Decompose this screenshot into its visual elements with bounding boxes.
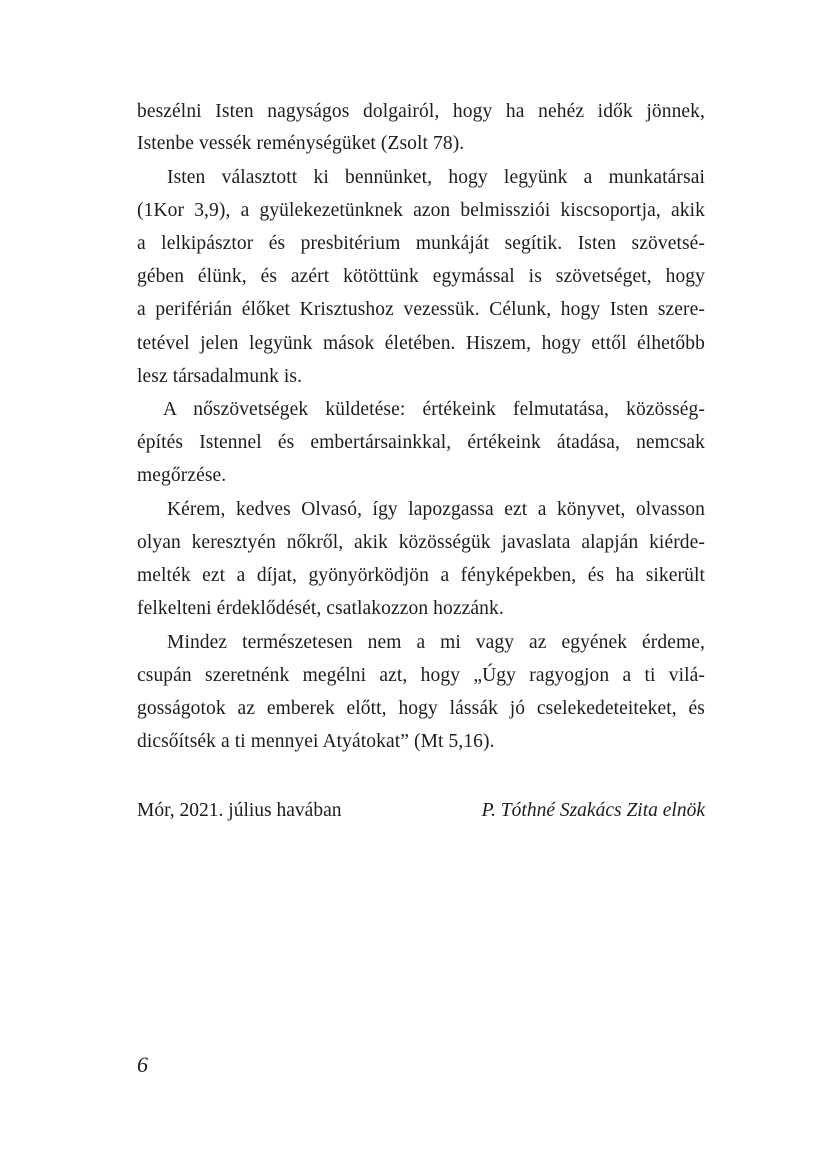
- paragraph-5-line-1: Mindez természetesen nem a mi vagy az egyének érdeme,: [167, 632, 705, 653]
- paragraph-4-line-1: Kérem, kedves Olvasó, így lapozgassa ezt a könyvet, olvasson: [167, 499, 705, 520]
- paragraph-2-line-6: tetével jelen legyünk mások életében. Hiszem, hogy ettől élhetőbb: [137, 333, 705, 354]
- paragraph-3-line-1: A nőszövetségek küldetése: értékeink felmutatása, közösség-: [163, 399, 705, 420]
- place-and-date: Mór, 2021. július havában: [137, 800, 342, 821]
- paragraph-1-line-1: beszélni Isten nagyságos dolgairól, hogy ha nehéz idők jönnek,: [137, 101, 705, 122]
- paragraph-4-line-2: olyan keresztyén nőkről, akik közösségük javaslata alapján kiérde-: [137, 532, 705, 553]
- paragraph-3-line-2: építés Istennel és embertársainkkal, értékeink átadása, nemcsak: [137, 432, 705, 453]
- paragraph-5-line-2: csupán szeretnénk megélni azt, hogy „Úgy ragyogjon a ti vilá-: [137, 665, 705, 686]
- paragraph-2-line-5: a periférián élőket Krisztushoz vezessük. Célunk, hogy Isten szere-: [137, 299, 705, 320]
- page-number: 6: [137, 1052, 148, 1077]
- signature: P. Tóthné Szakács Zita elnök: [481, 800, 705, 821]
- paragraph-5-line-4: dicsőítsék a ti mennyei Atyátokat” (Mt 5,16).: [137, 731, 495, 752]
- paragraph-5-line-3: gosságotok az emberek előtt, hogy lássák jó cselekedeteiteket, és: [137, 698, 705, 719]
- paragraph-2-line-2: (1Kor 3,9), a gyülekezetünknek azon belmissziói kiscsoportja, akik: [137, 200, 705, 221]
- paragraph-2-line-7: lesz társadalmunk is.: [137, 366, 303, 387]
- paragraph-2-line-1: Isten választott ki bennünket, hogy legyünk a munkatársai: [167, 167, 705, 188]
- paragraph-4-line-4: felkelteni érdeklődését, csatlakozzon hozzánk.: [137, 598, 504, 619]
- paragraph-4-line-3: melték ezt a díjat, gyönyörködjön a fényképekben, és ha sikerült: [137, 565, 705, 586]
- paragraph-2-line-4: gében élünk, és azért kötöttünk egymással is szövetséget, hogy: [137, 266, 705, 287]
- paragraph-3-line-3: megőrzése.: [137, 465, 227, 486]
- paragraph-2-line-3: a lelkipásztor és presbitérium munkáját segítik. Isten szövetsé-: [137, 233, 705, 254]
- paragraph-1-line-2: Istenbe vessék reménységüket (Zsolt 78).: [137, 133, 465, 154]
